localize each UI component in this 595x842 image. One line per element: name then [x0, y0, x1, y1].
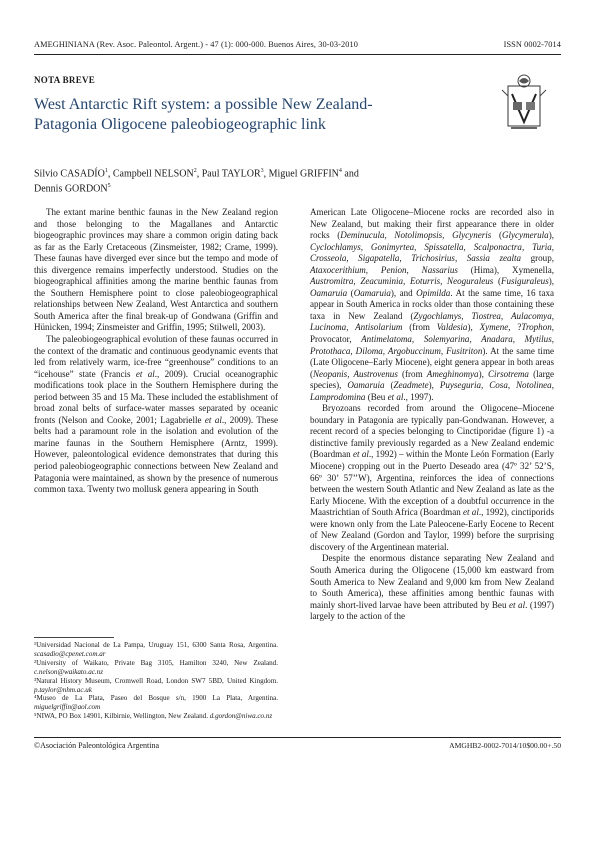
footnote: ³Natural History Museum, Cromwell Road, London SW7 5BD, United Kingdom. p.taylor@nhm.ac.uk	[34, 676, 278, 694]
paragraph: Bryozoans recorded from around the Oligocene–Miocene boundary in Patagonia are typically pan-Gondwanan. However, a recent record of a species belonging to Cinctiporidae (figure 1) -a distinctive family previously regarded as a New Zealand endemic (Boardman et al., 1992) – within the Monte León Formation (Early Miocene) cropping out in the Puerto Deseado area (47º 32’ 52’S, 66º 30’ 57’’W), Argentina, reinforces the idea of connections between the western South Atlantic and New Zealand as late as the Early Miocene. With the exception of a doubtful occurrence in the Maastrichtian of South Africa (Boardman et al., 1992), cinctiporids were known only from the Late Paleocene-Early Eocene to Recent of New Zealand (Gordon and Taylor, 1999) before the surprising discovery of the Argentinean material.	[310, 403, 554, 552]
email-link[interactable]: c.nelson@waikato.ac.nz	[34, 667, 103, 676]
footer-rule	[34, 737, 561, 738]
header-rule	[34, 54, 561, 55]
author-name: Miguel GRIFFIN	[268, 168, 339, 180]
body-column-left	[34, 207, 278, 496]
email-link[interactable]: p.taylor@nhm.ac.uk	[34, 685, 92, 694]
footnote-rule	[34, 637, 114, 638]
paragraph: The extant marine benthic faunas in the New Zealand region and those belonging to the Magallanes and Antarctic biogeographic provinces may share a common origin dating back as far as the Early Cretaceous (Zinsmeister, 1982; Crame, 1999). These faunas have diverged ever since but the tempo and mode of this divergence remains imperfectly understood. Studies on the biogeographical affinities among the marine benthic faunas from the Southern Hemisphere point to close paleobiogeographical relationships between New Zealand, West Antarctica and southern South America after the final break-up of Gondwana (Griffin and Hünicken, 1994; Zinsmeister and Griffin, 1995; Stilwell, 2003).	[34, 207, 278, 333]
footnote: ⁴Museo de La Plata, Paseo del Bosque s/n, 1900 La Plata, Argentina. miguelgriffin@aol.com	[34, 694, 278, 712]
author-list: Silvio CASADÍO$^1$, Campbell NELSON$^2$, Paul TAYLOR$^3$, Miguel GRIFFIN$^4$ and Dennis GORDON$^5$	[34, 168, 359, 195]
journal-citation: AMEGHINIANA (Rev. Asoc. Paleontol. Argent.) - 47 (1): 000-000. Buenos Aires, 30-03-2010	[34, 40, 358, 49]
body-column-right	[310, 207, 554, 623]
paragraph: American Late Oligocene–Miocene rocks are recorded also in New Zealand, but making their first appearance there in older rocks (Deminucula, Notolimopsis, Glycyneris (Glycymerula), Cyclochlamys, Gonimyrtea, Spissatella, Scalponactra, Turia, Crosseola, Sigapatella, Trichosirius, Sassia zealta group, Ataxocerithium, Penion, Nassarius (Hima), Xymenella, Austromitra, Zeacuminia, Eoturris, Neoguraleus (Fusiguraleus), Oamaruia (Oamaruia), and Opimilda. At the same time, 16 taxa appear in South America in rocks older than those containing these taxa in New Zealand (Zygochlamys, Tiostrea, Aulacomya, Lucinoma, Antisolarium (from Valdesia), Xymene, ?Trophon, Provocator, Antimelatoma, Solemyarina, Anadara, Mytilus, Protothaca, Diloma, Argobuccinum, Fusitriton). At the same time (Late Oligocene–Early Miocene), eight genera appear in both areas (Neopanis, Austrovenus (from Ameghinomya), Cirsotrema (large species), Oamaruia (Zeadmete), Puyseguria, Cosa, Notolinea, Lamprodomina (Beu et al., 1997).	[310, 207, 555, 402]
society-seal-logo-icon	[499, 72, 549, 134]
author-name: Dennis GORDON	[34, 183, 108, 195]
running-header	[34, 40, 561, 49]
email-link[interactable]: scasadio@cpenet.com.ar	[34, 649, 106, 658]
issn-label: ISSN 0002-7014	[503, 40, 561, 49]
email-link[interactable]: miguelgriffin@aol.com	[34, 703, 101, 712]
affiliation-footnotes	[34, 641, 278, 721]
section-label: NOTA BREVE	[34, 75, 96, 85]
footnote: ²University of Waikato, Private Bag 3105, Hamilton 3240, New Zealand. c.nelson@waikato.ac.nz	[34, 658, 278, 676]
paragraph: Despite the enormous distance separating New Zealand and South America during the Oligocene (15,000 km eastward from South America to New Zealand and 9,000 km from New Zealand to South America), these affinities among benthic faunas with mainly short-lived larvae have been attributed by Beu et al. (1997) largely to the action of the	[310, 553, 554, 622]
copyright-notice: ©Asociación Paleontológica Argentina	[34, 741, 160, 750]
author-name: Paul TAYLOR	[201, 168, 261, 180]
article-code: AMGHB2-0002-7014/10$00.00+.50	[449, 741, 561, 750]
author-name: Campbell NELSON	[112, 168, 194, 180]
footnote: ¹Universidad Nacional de La Pampa, Uruguay 151, 6300 Santa Rosa, Argentina. scasadio@cpenet.com.ar	[34, 641, 278, 658]
footnote: ⁵NIWA, PO Box 14901, Kilbirnie, Wellington, New Zealand. d.gordon@niwa.co.nz	[34, 712, 273, 721]
title-line-1: West Antarctic Rift system: a possible New Zealand-	[34, 96, 373, 113]
author-name: Silvio CASADÍO	[34, 168, 105, 180]
paragraph: The paleobiogeographical evolution of these faunas occurred in the context of the dramatic and continuous geodynamic events that led from relatively warm, ice-free “greenhouse” conditions to an “icehouse” state (Francis et al., 2009). Crucial oceanographic modifications took place in the Southern Hemisphere during the period between 35 and 15 Ma. These included the establishment of broad zonal belts of surface-water masses separated by oceanic fronts (Nelson and Cooke, 2001; Lagabrielle et al., 2009). These belts had a paramount role in the isolation and evolution of the marine faunas in the Southern Hemisphere (Arntz, 1999). However, paleontological evidence demonstrates that during this period paleobiogeographic connections between New Zealand and Patagonia were maintained, as shown by the presence of numerous common taxa. Twenty two mollusk genera appearing in South	[34, 334, 279, 495]
title-line-2: Patagonia Oligocene paleobiogeographic link	[34, 115, 326, 133]
article-title	[34, 95, 454, 134]
email-link[interactable]: d.gordon@niwa.co.nz	[209, 712, 273, 721]
